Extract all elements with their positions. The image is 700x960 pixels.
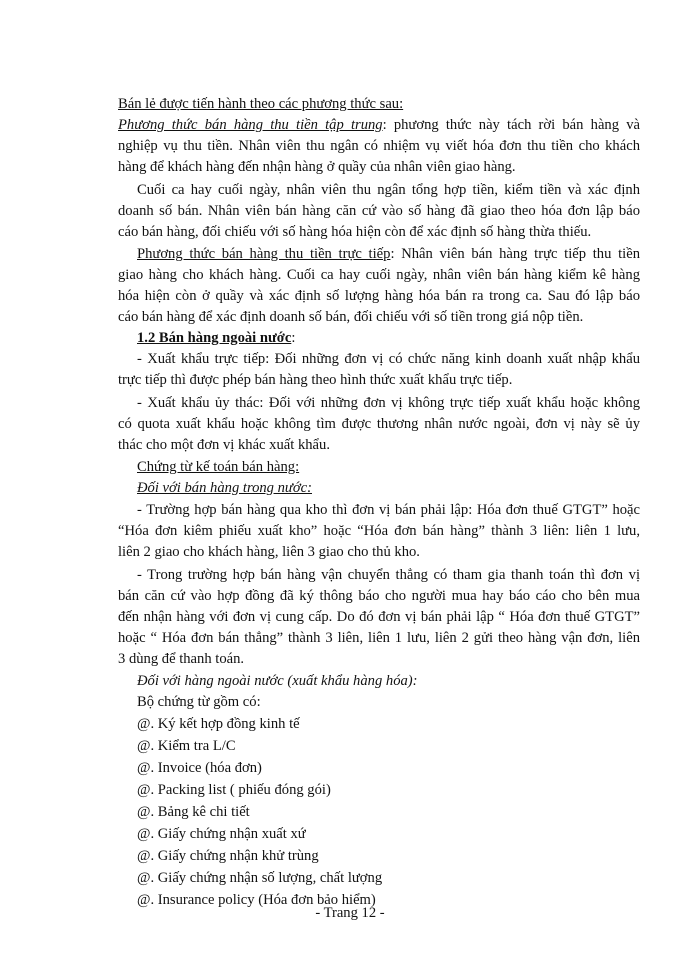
doc-list-item: @. Ký kết hợp đồng kinh tế [137,716,300,732]
paragraph-line: hàng để khách hàng đến nhận hàng ở quầy của nhân viên giao hàng. [118,159,516,175]
doc-list-item: @. Kiểm tra L/C [137,738,236,754]
doc-list-item: @. Giấy chứng nhận xuất xứ [137,826,306,842]
paragraph-line: - Trong trường hợp bán hàng vận chuyển thẳng có tham gia thanh toán thì đơn vị [137,567,640,583]
retail-heading: Bán lẻ được tiến hành theo các phương thức sau: [118,96,404,112]
paragraph-line: thác cho một đơn vị khác xuất khẩu. [118,437,330,453]
paragraph-line: Cuối ca hay cuối ngày, nhân viên thu ngân tổng hợp tiền, kiểm tiền và xác định [137,182,640,198]
page-number: - Trang 12 - [315,905,385,921]
foreign-sales-heading: 1.2 Bán hàng ngoài nước [137,330,292,346]
paragraph-line: cáo bán hàng để xác định doanh số bán, đối chiếu với số tiền trong giá nộp tiền. [118,309,584,325]
paragraph-line: bán căn cứ vào hợp đồng đã ký thông báo cho người mua hay báo cáo cho bên mua [118,588,640,604]
paragraph-line [118,115,640,136]
docs-heading: Chứng từ kế toán bán hàng: [137,459,300,475]
paragraph-line: 3 dùng để thanh toán. [118,651,245,667]
doc-set-label: Bộ chứng từ gồm có: [137,694,261,710]
paragraph-line: doanh số bán. Nhân viên bán hàng căn cứ vào số hàng đã giao theo hóa đơn lập báo [118,203,640,219]
doc-list-item: @. Bảng kê chi tiết [137,804,250,820]
paragraph-line: - Xuất khẩu trực tiếp: Đối những đơn vị có chức năng kinh doanh xuất nhập khẩu [137,351,640,367]
domestic-heading: Đối với bán hàng trong nước: [137,480,312,496]
direct-method-title: Phương thức bán hàng thu tiền trực tiếp [137,246,391,262]
paragraph-line: giao hàng cho khách hàng. Cuối ca hay cuối ngày, nhân viên bán hàng kiểm kê hàng [118,267,640,283]
paragraph-line: hoặc “ Hóa đơn bán thẳng” thành 3 liên, liên 1 lưu, liên 2 gửi theo hàng vận đơn, liên [118,630,640,646]
doc-list-item: @. Giấy chứng nhận khử trùng [137,848,319,864]
paragraph-line: cáo bán hàng, đối chiếu với số hàng hóa hiện còn để xác định số hàng thừa thiếu. [118,224,592,240]
export-heading: Đối với hàng ngoài nước (xuất khẩu hàng hóa): [137,673,418,689]
paragraph-line: trực tiếp thì được phép bán hàng theo hình thức xuất khẩu trực tiếp. [118,372,513,388]
paragraph-line: đến nhận hàng với đơn vị cung cấp. Do đó đơn vị bán phải lập “ Hóa đơn thuế GTGT” [118,609,640,625]
text-span: : Nhân viên bán hàng trực tiếp thu tiền [390,246,640,262]
doc-list-item: @. Packing list ( phiếu đóng gói) [137,782,331,798]
paragraph-line: “Hóa đơn kiêm phiếu xuất kho” hoặc “Hóa đơn bán hàng” thành 3 liên: liên 1 lưu, [118,523,640,539]
paragraph-line: - Xuất khẩu ủy thác: Đối với những đơn vị không trực tiếp xuất khẩu hoặc không [137,395,640,411]
paragraph-line [137,244,640,265]
text-span: : phương thức này tách rời bán hàng và [382,117,640,133]
paragraph-line: có quota xuất khẩu hoặc không tìm được thương nhân nước ngoài, đơn vị này sẽ ủy [118,416,640,432]
doc-list-item: @. Giấy chứng nhận số lượng, chất lượng [137,870,383,886]
paragraph-line: nghiệp vụ thu tiền. Nhân viên thu ngân có nhiệm vụ viết hóa đơn thu tiền cho khách [118,138,640,154]
doc-list-item: @. Invoice (hóa đơn) [137,760,262,776]
doc-list-item: @. Insurance policy (Hóa đơn bảo hiểm) [137,892,376,908]
text-span: : [291,330,296,346]
central-method-title: Phương thức bán hàng thu tiền tập trung [118,117,383,133]
section-heading [137,328,640,349]
paragraph-line: liên 2 giao cho khách hàng, liên 3 giao cho thủ kho. [118,544,420,560]
paragraph-line: - Trường hợp bán hàng qua kho thì đơn vị bán phải lập: Hóa đơn thuế GTGT” hoặc [137,502,640,518]
paragraph-line: hóa hiện còn ở quầy và xác định số lượng hàng hóa bán ra trong ca. Sau đó lập báo [118,288,640,304]
